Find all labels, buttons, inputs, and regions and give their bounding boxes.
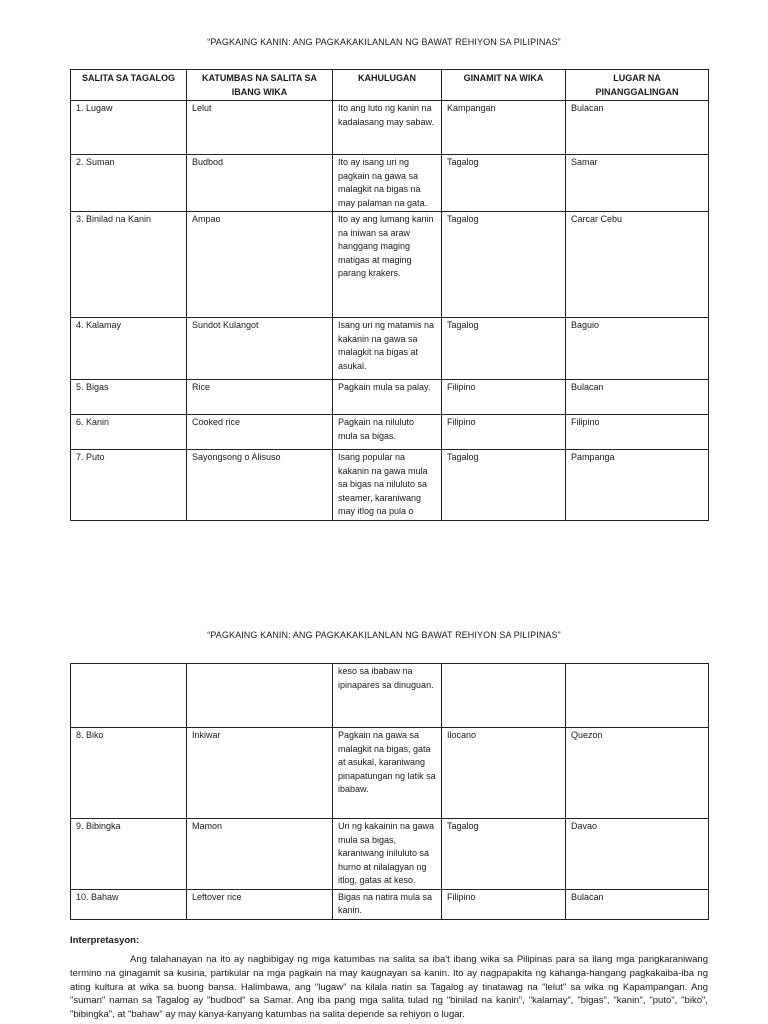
cell-kahulugan: Isang uri ng matamis na kakanin na gawa sa malagkit na bigas at asukal. (333, 318, 442, 380)
table-row (71, 664, 709, 728)
cell-wika: Kampangan (442, 101, 566, 155)
cell-wika: Filipino (442, 380, 566, 415)
cell-katumbas: Sayongsong o Alisuso (187, 450, 333, 521)
column-header-kahulugan: KAHULUGAN (333, 70, 442, 101)
cell-katumbas: Ampao (187, 212, 333, 318)
table-row (71, 889, 709, 919)
cell-kahulugan: Isang popular na kakanin na gawa mula sa bigas na niluluto sa steamer, karaniwang may itlog na pula o (333, 450, 442, 521)
cell-kahulugan: Uri ng kakainin na gawa mula sa bigas, karaniwang iniluluto sa hurno at nilalagyan ng itlog, gatas at keso. (333, 819, 442, 890)
cell-kahulugan: Bigas na natira mula sa kanin. (333, 889, 442, 919)
cell-kahulugan: Ito ay ang lumang kanin na iniwan sa araw hanggang maging matigas at maging parang krakers. (333, 212, 442, 318)
cell-katumbas: Mamon (187, 819, 333, 890)
page-title: “PAGKAING KANIN: ANG PAGKAKAKILANLAN NG BAWAT REHIYON SA PILIPINAS” (207, 630, 561, 640)
table-header-row (71, 70, 709, 101)
cell-lugar: Pampanga (566, 450, 709, 521)
table-row (71, 380, 709, 415)
cell-kahulugan: Pagkain mula sa palay. (333, 380, 442, 415)
column-header-salita: SALITA SA TAGALOG (71, 70, 187, 101)
table-row (71, 450, 709, 521)
cell-wika: Tagalog (442, 155, 566, 212)
table-row (71, 415, 709, 450)
cell-wika: Tagalog (442, 450, 566, 521)
column-header-katumbas: KATUMBAS NA SALITA SA IBANG WIKA (187, 70, 333, 101)
cell-katumbas: Rice (187, 380, 333, 415)
cell-katumbas: Lelut (187, 101, 333, 155)
cell-lugar: Bulacan (566, 889, 709, 919)
cell-lugar: Samar (566, 155, 709, 212)
table-row (71, 728, 709, 819)
cell-wika: Tagalog (442, 819, 566, 890)
table-row (71, 318, 709, 380)
cell-katumbas: Leftover rice (187, 889, 333, 919)
cell-salita: 6. Kanin (71, 415, 187, 450)
cell-kahulugan: Ito ay isang uri ng pagkain na gawa sa malagkit na bigas na may palaman na gata. (333, 155, 442, 212)
cell-salita: 4. Kalamay (71, 318, 187, 380)
food-table-page-1 (70, 69, 709, 521)
cell-lugar: Carcar Cebu (566, 212, 709, 318)
interpretation-heading: Interpretasyon: (70, 935, 140, 946)
cell-lugar: Bulacan (566, 380, 709, 415)
cell-lugar: Davao (566, 819, 709, 890)
page-title: “PAGKAING KANIN: ANG PAGKAKAKILANLAN NG BAWAT REHIYON SA PILIPINAS” (207, 37, 561, 47)
cell-lugar: Baguio (566, 318, 709, 380)
table-row (71, 212, 709, 318)
cell-lugar: Filipino (566, 415, 709, 450)
cell-wika: Tagalog (442, 318, 566, 380)
cell-salita: 5. Bigas (71, 380, 187, 415)
cell-kahulugan: Pagkain na gawa sa malagkit na bigas, gata at asukal, karaniwang pinapatungan ng latik sa ibabaw. (333, 728, 442, 819)
cell-katumbas: Cooked rice (187, 415, 333, 450)
table-row (71, 819, 709, 890)
cell-salita (71, 664, 187, 728)
cell-wika: Ilocano (442, 728, 566, 819)
table-row (71, 101, 709, 155)
cell-salita: 1. Lugaw (71, 101, 187, 155)
column-header-lugar: LUGAR NA PINANGGALINGAN (566, 70, 709, 101)
cell-katumbas: Inkiwar (187, 728, 333, 819)
table-row (71, 155, 709, 212)
cell-salita: 10. Bahaw (71, 889, 187, 919)
cell-kahulugan: keso sa ibabaw na ipinapares sa dinuguan. (333, 664, 442, 728)
cell-katumbas: Budbod (187, 155, 333, 212)
cell-salita: 8. Biko (71, 728, 187, 819)
cell-lugar: Bulacan (566, 101, 709, 155)
cell-kahulugan: Ito ang luto ng kanin na kadalasang may sabaw. (333, 101, 442, 155)
cell-wika: Tagalog (442, 212, 566, 318)
cell-lugar: Quezon (566, 728, 709, 819)
column-header-wika: GINAMIT NA WIKA (442, 70, 566, 101)
cell-katumbas (187, 664, 333, 728)
cell-katumbas: Sundot Kulangot (187, 318, 333, 380)
cell-salita: 2. Suman (71, 155, 187, 212)
cell-salita: 3. Binilad na Kanin (71, 212, 187, 318)
cell-lugar (566, 664, 709, 728)
cell-wika: Filipino (442, 889, 566, 919)
interpretation-paragraph: Ang talahanayan na ito ay nagbibigay ng mga katumbas na salita sa iba't ibang wika sa Pilipinas para sa ilang mga pangkaraniwang termino na ginagamit sa kusina, partikular na mga pagkain na may kaugnayan sa kanin. Ito ay nagpapakita ng kahanga-hangang pagkakaiba-iba ng ating kultura at wika sa buong bansa. Halimbawa, ang "lugaw" na kilala natin sa Tagalog ay tinatawag na "lelut" sa wika ng Kapampangan. Ang "suman" naman sa Tagalog ay "budbod" sa Samar. Ang iba pang mga salita tulad ng "binilad na kanin", "kalamay", "bigas", "kanin", "puto", "biko", "bibingka", at "bahaw" ay may kanya-kanyang katumbas na salita depende sa rehiyon o lugar. (70, 954, 708, 1021)
cell-salita: 9. Bibingka (71, 819, 187, 890)
cell-wika (442, 664, 566, 728)
cell-kahulugan: Pagkain na niluluto mula sa bigas. (333, 415, 442, 450)
cell-wika: Filipino (442, 415, 566, 450)
cell-salita: 7. Puto (71, 450, 187, 521)
food-table-page-2 (70, 663, 709, 920)
